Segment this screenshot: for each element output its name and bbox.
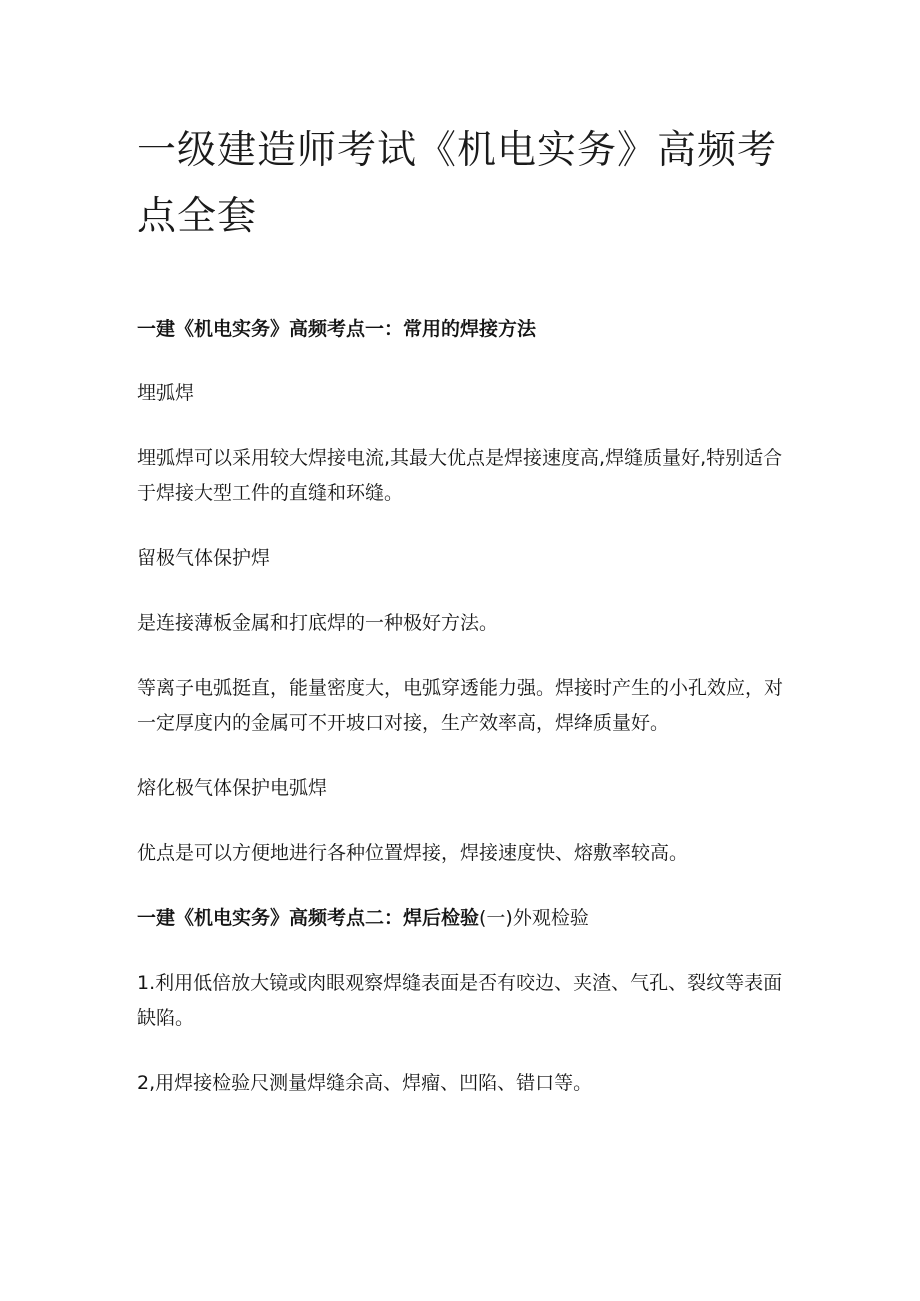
section-heading-2-bold: 一建《机电实务》高频考点二：焊后检验 — [137, 907, 480, 929]
paragraph-gas-shielded-body: 是连接薄板金属和打底焊的一种极好方法。 — [137, 612, 499, 634]
paragraph-gas-shielded-title: 留极气体保护焊 — [137, 547, 271, 569]
document-title: 一级建造师考试《机电实务》高频考点全套 — [137, 128, 778, 239]
section-heading-2-normal: (一)外观检验 — [479, 907, 589, 929]
section-heading-1: 一建《机电实务》高频考点一：常用的焊接方法 — [137, 318, 537, 340]
paragraph-plasma-arc-body: 等离子电弧挺直，能量密度大，电弧穿透能力强。焊接时产生的小孔效应，对一定厚度内的金属可不开坡口对接，生产效率高，焊绛质量好。 — [137, 677, 784, 734]
section-heading-2 — [137, 901, 797, 936]
document-body — [137, 312, 797, 1101]
paragraph-mig-body: 优点是可以方便地进行各种位置焊接，焊接速度快、熔敷率较高。 — [137, 842, 689, 864]
paragraph-visual-inspection-1: 1.利用低倍放大镜或肉眼观察焊缝表面是否有咬边、夹渣、气孔、裂纹等表面缺陷。 — [137, 972, 783, 1029]
paragraph-visual-inspection-2: 2,用焊接检验尺测量焊缝余高、焊瘤、凹陷、错口等。 — [137, 1072, 593, 1094]
paragraph-mig-title: 熔化极气体保护电弧焊 — [137, 777, 328, 799]
paragraph-submerged-arc-body: 埋弧焊可以采用较大焊接电流,其最大优点是焊接速度高,焊缝质量好,特别适合于焊接大型工件的直缝和环缝。 — [137, 447, 783, 504]
paragraph-submerged-arc-title: 埋弧焊 — [137, 382, 195, 404]
